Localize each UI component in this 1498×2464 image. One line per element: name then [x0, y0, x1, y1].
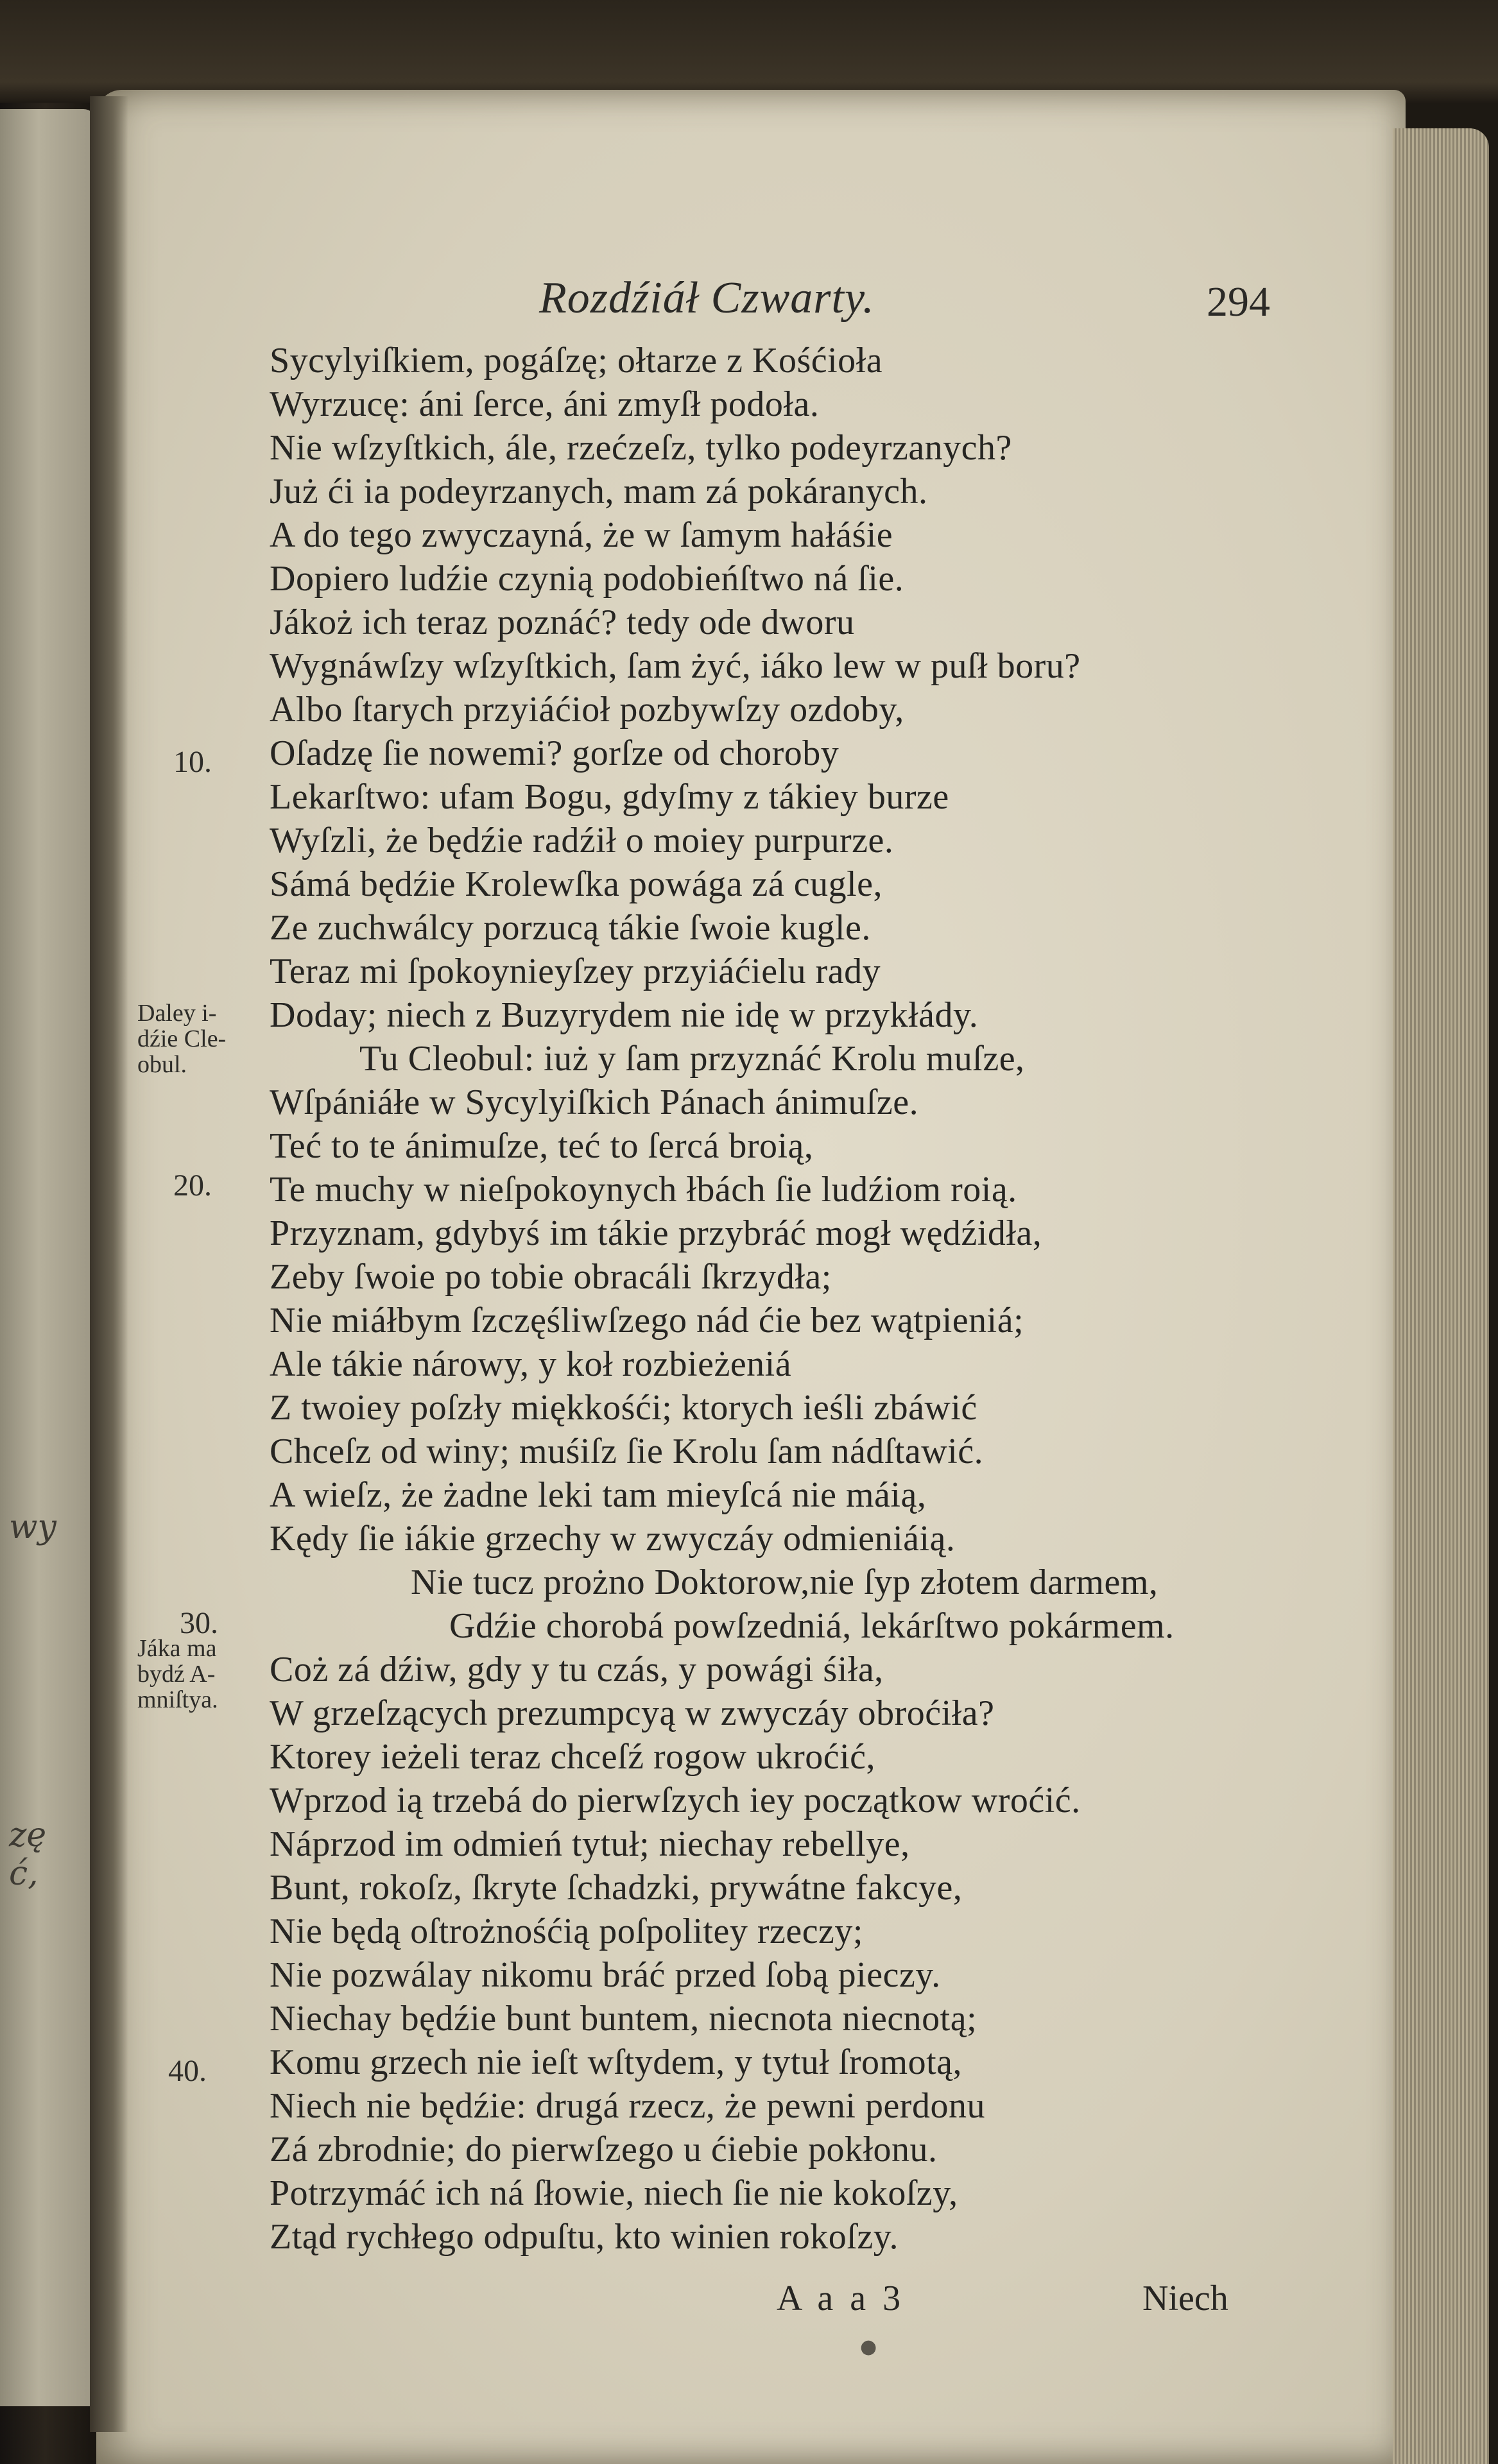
- verse-line: Nie tucz prożno Doktorow,nie ſyp złotem darmem,: [411, 1562, 1158, 1602]
- verse-line: Chceſz od winy; muśiſz ſie Krolu ſam nádſtawić.: [270, 1432, 984, 1471]
- signature-mark: A a a 3: [777, 2279, 905, 2318]
- verse-line: Z twoiey poſzły miękkośći; ktorych ieśli zbáwić: [270, 1388, 977, 1428]
- verse-line: Te muchy w nieſpokoynych łbách ſie ludźiom roią.: [270, 1170, 1017, 1210]
- verse-line: Wyrzucę: áni ſerce, áni zmyſł podoła.: [270, 384, 820, 424]
- verse-line: Wprzod ią trzebá do pierwſzych iey początkow wroćić.: [270, 1781, 1081, 1820]
- verse-line: Nie miáłbym ſzczęśliwſzego nád ćie bez wątpieniá;: [270, 1301, 1024, 1340]
- verse-line: Sámá będźie Krolewſka powága zá cugle,: [270, 864, 883, 904]
- verse-line: Przyznam, gdybyś im tákie przybráć mogł wędźidła,: [270, 1213, 1042, 1253]
- verse-line: Teraz mi ſpokoynieyſzey przyiáćielu rady: [270, 952, 881, 991]
- left-page-fragment: wy: [9, 1508, 56, 1546]
- left-page-edge: [0, 109, 96, 2406]
- verse-line: Dopiero ludźie czynią podobieńſtwo ná ſie.: [270, 559, 904, 599]
- margin-note: obul.: [137, 1051, 187, 1078]
- verse-line: Już ći ia podeyrzanych, mam zá pokáranych.: [270, 472, 928, 511]
- verse-line: Niechay będźie bunt buntem, niecnota niecnotą;: [270, 1999, 977, 2039]
- left-page-fragment: zę: [9, 1816, 47, 1854]
- page-footer: [0, 2278, 1498, 2329]
- verse-line: Jákoż ich teraz poznáć? tedy ode dworu: [270, 603, 855, 642]
- line-number: 20.: [173, 1168, 212, 1202]
- page-number: 294: [1207, 278, 1270, 325]
- verse-line: Niech nie będźie: drugá rzecz, że pewni perdonu: [270, 2086, 985, 2126]
- verse-line: Ze zuchwálcy porzucą tákie ſwoie kugle.: [270, 908, 871, 948]
- margin-note: mniſtya.: [137, 1686, 218, 1713]
- verse-line: Kędy ſie iákie grzechy w zwyczáy odmieniáią.: [270, 1519, 956, 1559]
- verse-line: Ale tákie nárowy, y koł rozbieżeniá: [270, 1344, 792, 1384]
- gutter-shadow: [90, 96, 128, 2432]
- left-page-fragment: ć,: [9, 1854, 39, 1893]
- verse-line: Coż zá dźiw, gdy y tu czás, y powági śiła,: [270, 1650, 884, 1690]
- verse-line: Gdźie chorobá powſzedniá, lekárſtwo pokármem.: [449, 1606, 1175, 1646]
- verse-line: Nie będą oſtrożnośćią poſpolitey rzeczy;: [270, 1912, 863, 1951]
- margin-note: bydź A-: [137, 1661, 216, 1688]
- verse-line: Tu Cleobul: iuż y ſam przyznáć Krolu muſze,: [359, 1039, 1025, 1079]
- verse-line: Wyſzli, że będźie radźił o moiey purpurze.: [270, 821, 894, 860]
- verse-line: Zeby ſwoie po tobie obracáli ſkrzydła;: [270, 1257, 832, 1297]
- verse-line: Komu grzech nie ieſt wſtydem, y tytuł ſromotą,: [270, 2042, 962, 2082]
- page-header: [0, 273, 1498, 337]
- margin-note: Daley i-: [137, 1000, 217, 1027]
- ink-dot-icon: ●: [860, 2336, 877, 2358]
- verse-line: Albo ſtarych przyiáćioł pozbywſzy ozdoby,: [270, 690, 904, 730]
- line-number: 10.: [173, 745, 212, 779]
- verse-line: Zá zbrodnie; do pierwſzego u ćiebie pokłonu.: [270, 2130, 938, 2169]
- running-title: Rozdźiáł Czwarty.: [539, 273, 875, 323]
- verse-line: Ktorey ieżeli teraz chceſź rogow ukroćić,: [270, 1737, 876, 1777]
- verse-line: Potrzymáć ich ná ſłowie, niech ſie nie kokoſzy,: [270, 2173, 958, 2213]
- book-cover-top: [0, 0, 1498, 103]
- verse-line: A do tego zwyczayná, że w ſamym hałáśie: [270, 515, 893, 555]
- verse-line: Wygnáwſzy wſzyſtkich, ſam żyć, iáko lew w puſł boru?: [270, 646, 1081, 686]
- verse-line: Lekarſtwo: ufam Bogu, gdyſmy z tákiey burze: [270, 777, 949, 817]
- catchword: Niech: [1142, 2279, 1228, 2318]
- line-number: 30.: [180, 1606, 218, 1640]
- verse-line: Oſadzę ſie nowemi? gorſze od choroby: [270, 733, 839, 773]
- verse-line: Nie wſzyſtkich, ále, rzećzeſz, tylko podeyrzanych?: [270, 428, 1012, 468]
- verse-line: Ztąd rychłego odpuſtu, kto winien rokoſzy.: [270, 2217, 899, 2257]
- verse-line: Teć to te ánimuſze, teć to ſercá broią,: [270, 1126, 814, 1166]
- verse-line: A wieſz, że żadne leki tam mieyſcá nie máią,: [270, 1475, 927, 1515]
- verse-line: Doday; niech z Buzyrydem nie idę w przykłády.: [270, 995, 979, 1035]
- verse-line: Nie pozwálay nikomu bráć przed ſobą pieczy.: [270, 1955, 941, 1995]
- margin-note: Jáka ma: [137, 1635, 217, 1662]
- line-number: 40.: [168, 2054, 207, 2088]
- margin-note: dźie Cle-: [137, 1025, 227, 1052]
- verse-line: Sycylyiſkiem, pogáſzę; ołtarze z Kośćioła: [270, 341, 883, 381]
- page-edges: [1393, 128, 1489, 2464]
- verse-line: Náprzod im odmień tytuł; niechay rebellye,: [270, 1824, 910, 1864]
- verse-line: Bunt, rokoſz, ſkryte ſchadzki, prywátne fakcye,: [270, 1868, 963, 1908]
- verse-line: Wſpániáłe w Sycylyiſkich Pánach ánimuſze.: [270, 1082, 919, 1122]
- verse-line: W grzeſzących prezumpcyą w zwyczáy obroćiła?: [270, 1693, 995, 1733]
